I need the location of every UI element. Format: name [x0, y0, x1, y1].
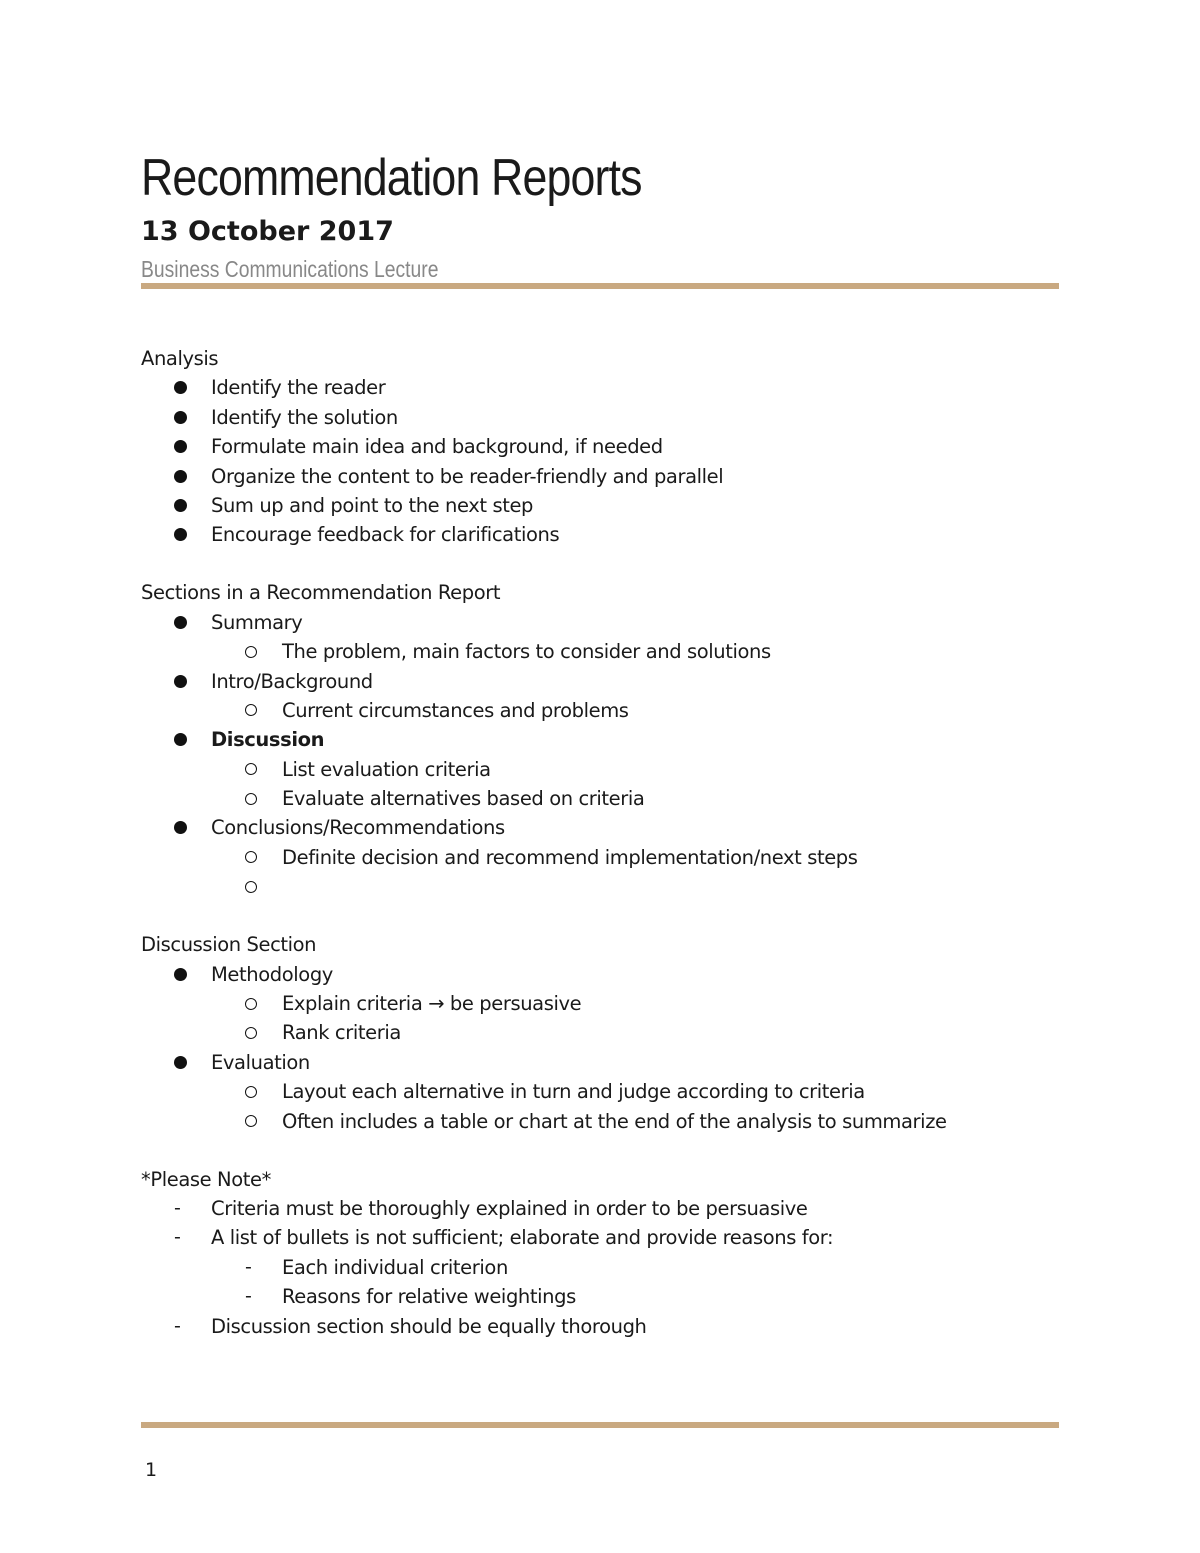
discussion-heading: Discussion Section — [141, 933, 317, 957]
sub-list-item: - Reasons for relative weightings — [141, 1282, 1059, 1311]
list-item: Organize the content to be reader-friendly and parallel — [141, 462, 1059, 491]
sections-heading: Sections in a Recommendation Report — [141, 581, 501, 605]
list-item: - Discussion section should be equally thorough — [141, 1312, 1059, 1341]
document-subtitle: Business Communications Lecture — [141, 256, 439, 282]
analysis-heading: Analysis — [141, 347, 219, 370]
bullet-circle-icon — [245, 1115, 257, 1127]
sub-list-item: Definite decision and recommend implementation/next steps — [141, 843, 1059, 872]
bullet-circle-icon — [245, 793, 257, 805]
bullet-dot-icon — [174, 470, 187, 483]
sub-list-item: Evaluate alternatives based on criteria — [141, 784, 1059, 813]
bullet-dot-icon — [174, 733, 187, 746]
sub-list-item: - Each individual criterion — [141, 1253, 1059, 1282]
document-body — [141, 344, 1059, 1341]
sub-list-item: Current circumstances and problems — [141, 696, 1059, 725]
header-divider — [141, 283, 1059, 289]
sub-list-item: Often includes a table or chart at the end of the analysis to summarize — [141, 1107, 1059, 1136]
bullet-dot-icon — [174, 499, 187, 512]
sub-list-item: Layout each alternative in turn and judge according to criteria — [141, 1077, 1059, 1106]
list-item: Evaluation — [141, 1048, 1059, 1077]
bullet-circle-icon — [245, 704, 257, 716]
bullet-circle-icon — [245, 851, 257, 863]
list-item: Identify the reader — [141, 373, 1059, 402]
bullet-dot-icon — [174, 1056, 187, 1069]
bullet-dot-icon — [174, 821, 187, 834]
bullet-circle-icon — [245, 1086, 257, 1098]
sub-list-item: Rank criteria — [141, 1018, 1059, 1047]
bullet-dot-icon — [174, 440, 187, 453]
sub-list-item: The problem, main factors to consider and solutions — [141, 637, 1059, 666]
bullet-dot-icon — [174, 381, 187, 394]
list-item: Conclusions/Recommendations — [141, 813, 1059, 842]
list-item: Sum up and point to the next step — [141, 491, 1059, 520]
bullet-dot-icon — [174, 675, 187, 688]
bullet-circle-icon — [245, 646, 257, 658]
dash-bullet-icon: - — [245, 1255, 252, 1278]
dash-bullet-icon: - — [174, 1226, 181, 1249]
list-item: - A list of bullets is not sufficient; elaborate and provide reasons for: — [141, 1223, 1059, 1252]
bullet-circle-icon — [245, 881, 257, 893]
dash-bullet-icon: - — [174, 1196, 181, 1219]
list-item: Identify the solution — [141, 403, 1059, 432]
note-heading: *Please Note* — [141, 1167, 271, 1191]
sub-list-item: Explain criteria → be persuasive — [141, 989, 1059, 1018]
list-item: Methodology — [141, 960, 1059, 989]
bullet-dot-icon — [174, 968, 187, 981]
document-date: 13 October 2017 — [141, 216, 394, 247]
bullet-circle-icon — [245, 998, 257, 1010]
sub-list-item — [141, 872, 1059, 901]
sub-list-item: List evaluation criteria — [141, 755, 1059, 784]
list-item: Formulate main idea and background, if needed — [141, 432, 1059, 461]
page-number: 1 — [145, 1459, 158, 1481]
dash-bullet-icon: - — [245, 1285, 252, 1308]
footer-divider — [141, 1422, 1059, 1428]
bullet-dot-icon — [174, 411, 187, 424]
dash-bullet-icon: - — [174, 1314, 181, 1337]
bullet-dot-icon — [174, 616, 187, 629]
document-title: Recommendation Reports — [141, 149, 642, 207]
list-item: Discussion — [141, 725, 1059, 754]
list-item: Encourage feedback for clarifications — [141, 520, 1059, 549]
list-item: Intro/Background — [141, 667, 1059, 696]
list-item: Summary — [141, 608, 1059, 637]
list-item: - Criteria must be thoroughly explained in order to be persuasive — [141, 1194, 1059, 1223]
bullet-dot-icon — [174, 528, 187, 541]
bullet-circle-icon — [245, 763, 257, 775]
bullet-circle-icon — [245, 1027, 257, 1039]
